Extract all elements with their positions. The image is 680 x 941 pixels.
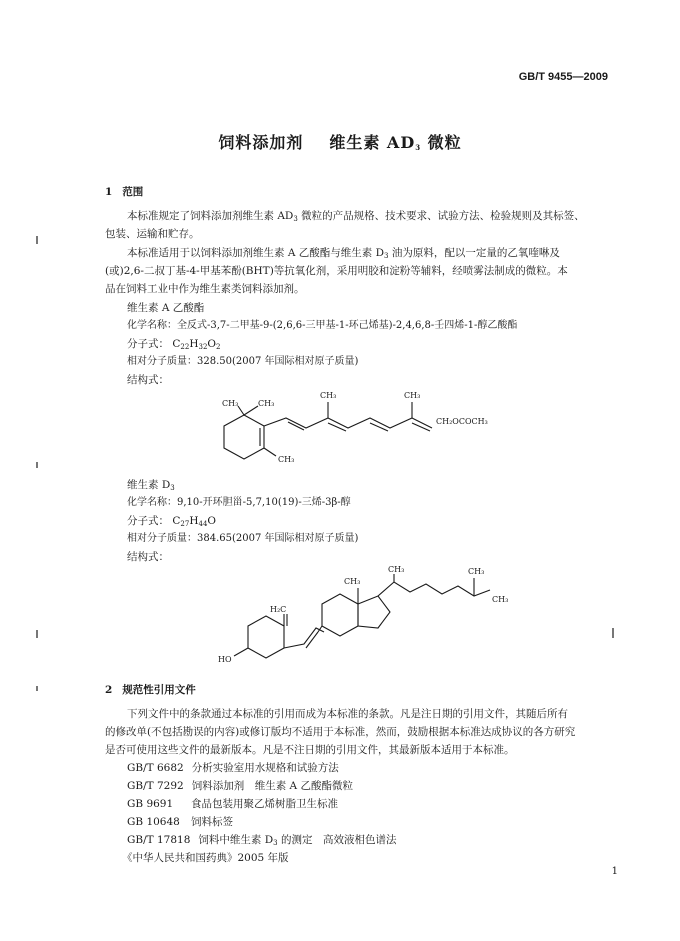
ch3-label-b: CH₃ bbox=[258, 399, 275, 408]
reference-code: GB/T 7292 bbox=[127, 780, 184, 792]
para2-text-b: 油为原料，配以一定量的乙氧喹啉及 bbox=[388, 247, 560, 259]
para1-text-a: 本标准规定了饲料添加剂维生素 AD bbox=[127, 210, 294, 222]
reference-title: 分析实验室用水规格和试验方法 bbox=[191, 762, 339, 774]
ester-label: CH₂OCOCH₃ bbox=[436, 417, 488, 426]
methyl-bond bbox=[264, 448, 276, 456]
standard-code: GB/T 9455—2009 bbox=[518, 71, 608, 83]
formula-sub: 27 bbox=[180, 520, 190, 528]
formula-sub: 44 bbox=[198, 520, 208, 528]
para2-text-a: 本标准适用于以饲料添加剂维生素 A 乙酸酯与维生素 D bbox=[127, 247, 385, 259]
compound-d-mass: 相对分子质量：384.65(2007 年国际相对原子质量) bbox=[127, 533, 359, 544]
para1-text-b: 微粒的产品规格、技术要求、试验方法、检验规则及其标签、 bbox=[297, 210, 585, 222]
formula-sub: 32 bbox=[198, 343, 208, 351]
reference-title: 的测定 高效液相色谱法 bbox=[277, 834, 397, 846]
reference-item bbox=[122, 850, 289, 865]
para2-sub: 3 bbox=[384, 252, 389, 260]
section1-para1-line2: 包装、运输和贮存。 bbox=[105, 228, 200, 240]
vitamin-d3-structure bbox=[212, 562, 532, 674]
reference-item bbox=[127, 796, 338, 811]
methyl-bond bbox=[244, 406, 258, 415]
formula-label: 分子式： bbox=[127, 338, 169, 350]
scan-mark bbox=[36, 462, 38, 468]
ch3-label-d: CH₃ bbox=[404, 391, 421, 400]
compound-d-structure-label: 结构式： bbox=[127, 551, 169, 563]
compound-a-structure-label: 结构式： bbox=[127, 374, 169, 386]
ch3-ring-label: CH₃ bbox=[344, 577, 361, 586]
title-sub-prefix: 维生素 AD bbox=[329, 133, 416, 152]
compound-a-chem-name: 化学名称：全反式-3,7-二甲基-9-(2,6,6-三甲基-1-环己烯基)-2,4,6,8-壬四烯-1-醇乙酸酯 bbox=[127, 320, 518, 331]
reference-code: GB/T 17818 bbox=[127, 834, 191, 846]
ch3-side2-label: CH₃ bbox=[468, 567, 485, 576]
reference-item bbox=[127, 778, 353, 793]
section1-para2-line2: (或)2,6-二叔丁基-4-甲基苯酚(BHT)等抗氧化剂，采用明胶和淀粉等辅料，经喷雾法制成的微粒。本 bbox=[105, 265, 568, 277]
section2-heading bbox=[105, 682, 196, 697]
ch3-label-a: CH₃ bbox=[222, 399, 239, 408]
chain-double-bond bbox=[328, 423, 346, 431]
ch3-label-c: CH₃ bbox=[320, 391, 337, 400]
triene-link bbox=[284, 628, 324, 648]
reference-title: 饲料标签 bbox=[191, 816, 233, 828]
section1-heading bbox=[105, 184, 143, 199]
reference-item bbox=[127, 814, 233, 829]
ring-bond bbox=[224, 415, 264, 459]
side-chain bbox=[378, 582, 490, 596]
page-number: 1 bbox=[611, 866, 618, 877]
a-ring bbox=[248, 616, 284, 658]
reference-title: 饲料添加剂 维生素 A 乙酸酯微粒 bbox=[191, 780, 353, 792]
c-ring bbox=[322, 594, 358, 636]
vitamin-a-acetate-structure bbox=[200, 388, 520, 470]
reference-code: GB 10648 bbox=[127, 816, 180, 828]
ch3-label-e: CH₃ bbox=[278, 455, 295, 464]
ho-label: HO bbox=[218, 655, 232, 664]
formula-sub: 2 bbox=[216, 343, 221, 351]
formula-sub: 22 bbox=[180, 343, 190, 351]
reference-code: GB 9691 bbox=[127, 798, 174, 810]
section2-para-line3: 是否可使用这些文件的最新版本。凡是不注日期的引用文件，其最新版本适用于本标准。 bbox=[105, 744, 515, 756]
section2-number: 2 bbox=[105, 684, 113, 696]
reference-item bbox=[127, 832, 396, 847]
ch3-end-label: CH₃ bbox=[492, 595, 509, 604]
hydroxyl-bond bbox=[234, 648, 248, 656]
triene-double-bond bbox=[306, 632, 318, 648]
section2-para-line2: 的修改单(不包括勘误的内容)或修订版均不适用于本标准，然而，鼓励根据本标准达成协议的各方研究 bbox=[105, 726, 576, 738]
compound-d-name-text: 维生素 D bbox=[127, 479, 171, 491]
chain-double-bond bbox=[412, 423, 430, 431]
reference-code: GB/T 6682 bbox=[127, 762, 184, 774]
formula-part: C bbox=[172, 515, 181, 527]
formula-label: 分子式： bbox=[127, 515, 169, 527]
section1-number: 1 bbox=[105, 186, 113, 198]
compound-d-chem-name: 化学名称：9,10-开环胆甾-5,7,10(19)-三烯-3β-醇 bbox=[127, 497, 351, 508]
compound-a-mass: 相对分子质量：328.50(2007 年国际相对原子质量) bbox=[127, 356, 359, 367]
compound-d-name-sub: 3 bbox=[170, 484, 175, 492]
reference-title: 食品包装用聚乙烯树脂卫生标准 bbox=[191, 798, 338, 810]
d-ring bbox=[358, 596, 390, 628]
reference-title-sub: 3 bbox=[273, 839, 278, 847]
scan-mark bbox=[36, 630, 38, 638]
para1-sub: 3 bbox=[293, 215, 298, 223]
title-sub-suffix: 微粒 bbox=[421, 133, 462, 152]
section2-para-line1: 下列文件中的条款通过本标准的引用而成为本标准的条款。凡是注日期的引用文件，其随后所有 bbox=[127, 708, 568, 720]
chain-double-bond bbox=[370, 423, 388, 431]
section1-title: 范围 bbox=[122, 186, 144, 198]
document-title bbox=[0, 130, 680, 153]
formula-part: H bbox=[189, 515, 199, 527]
section2-title: 规范性引用文件 bbox=[122, 684, 196, 696]
formula-part: O bbox=[207, 515, 217, 527]
scan-mark bbox=[36, 686, 38, 691]
h2c-label: H₂C bbox=[270, 605, 287, 614]
formula-part: O bbox=[207, 338, 217, 350]
compound-a-name: 维生素 A 乙酸酯 bbox=[127, 302, 205, 314]
scan-mark bbox=[36, 236, 38, 244]
reference-item bbox=[127, 760, 339, 775]
formula-part: C bbox=[172, 338, 181, 350]
ch3-side1-label: CH₃ bbox=[388, 565, 405, 574]
reference-title: 饲料中维生素 D bbox=[198, 834, 274, 846]
reference-title: 《中华人民共和国药典》2005 年版 bbox=[122, 852, 289, 864]
section1-para2-line3: 品在饲料工业中作为维生素类饲料添加剂。 bbox=[105, 283, 305, 295]
title-sub-subscript: 3 bbox=[415, 143, 422, 152]
scan-mark bbox=[612, 628, 614, 638]
methyl-bond bbox=[238, 406, 244, 415]
formula-part: H bbox=[189, 338, 199, 350]
title-main: 饲料添加剂 bbox=[218, 133, 304, 152]
